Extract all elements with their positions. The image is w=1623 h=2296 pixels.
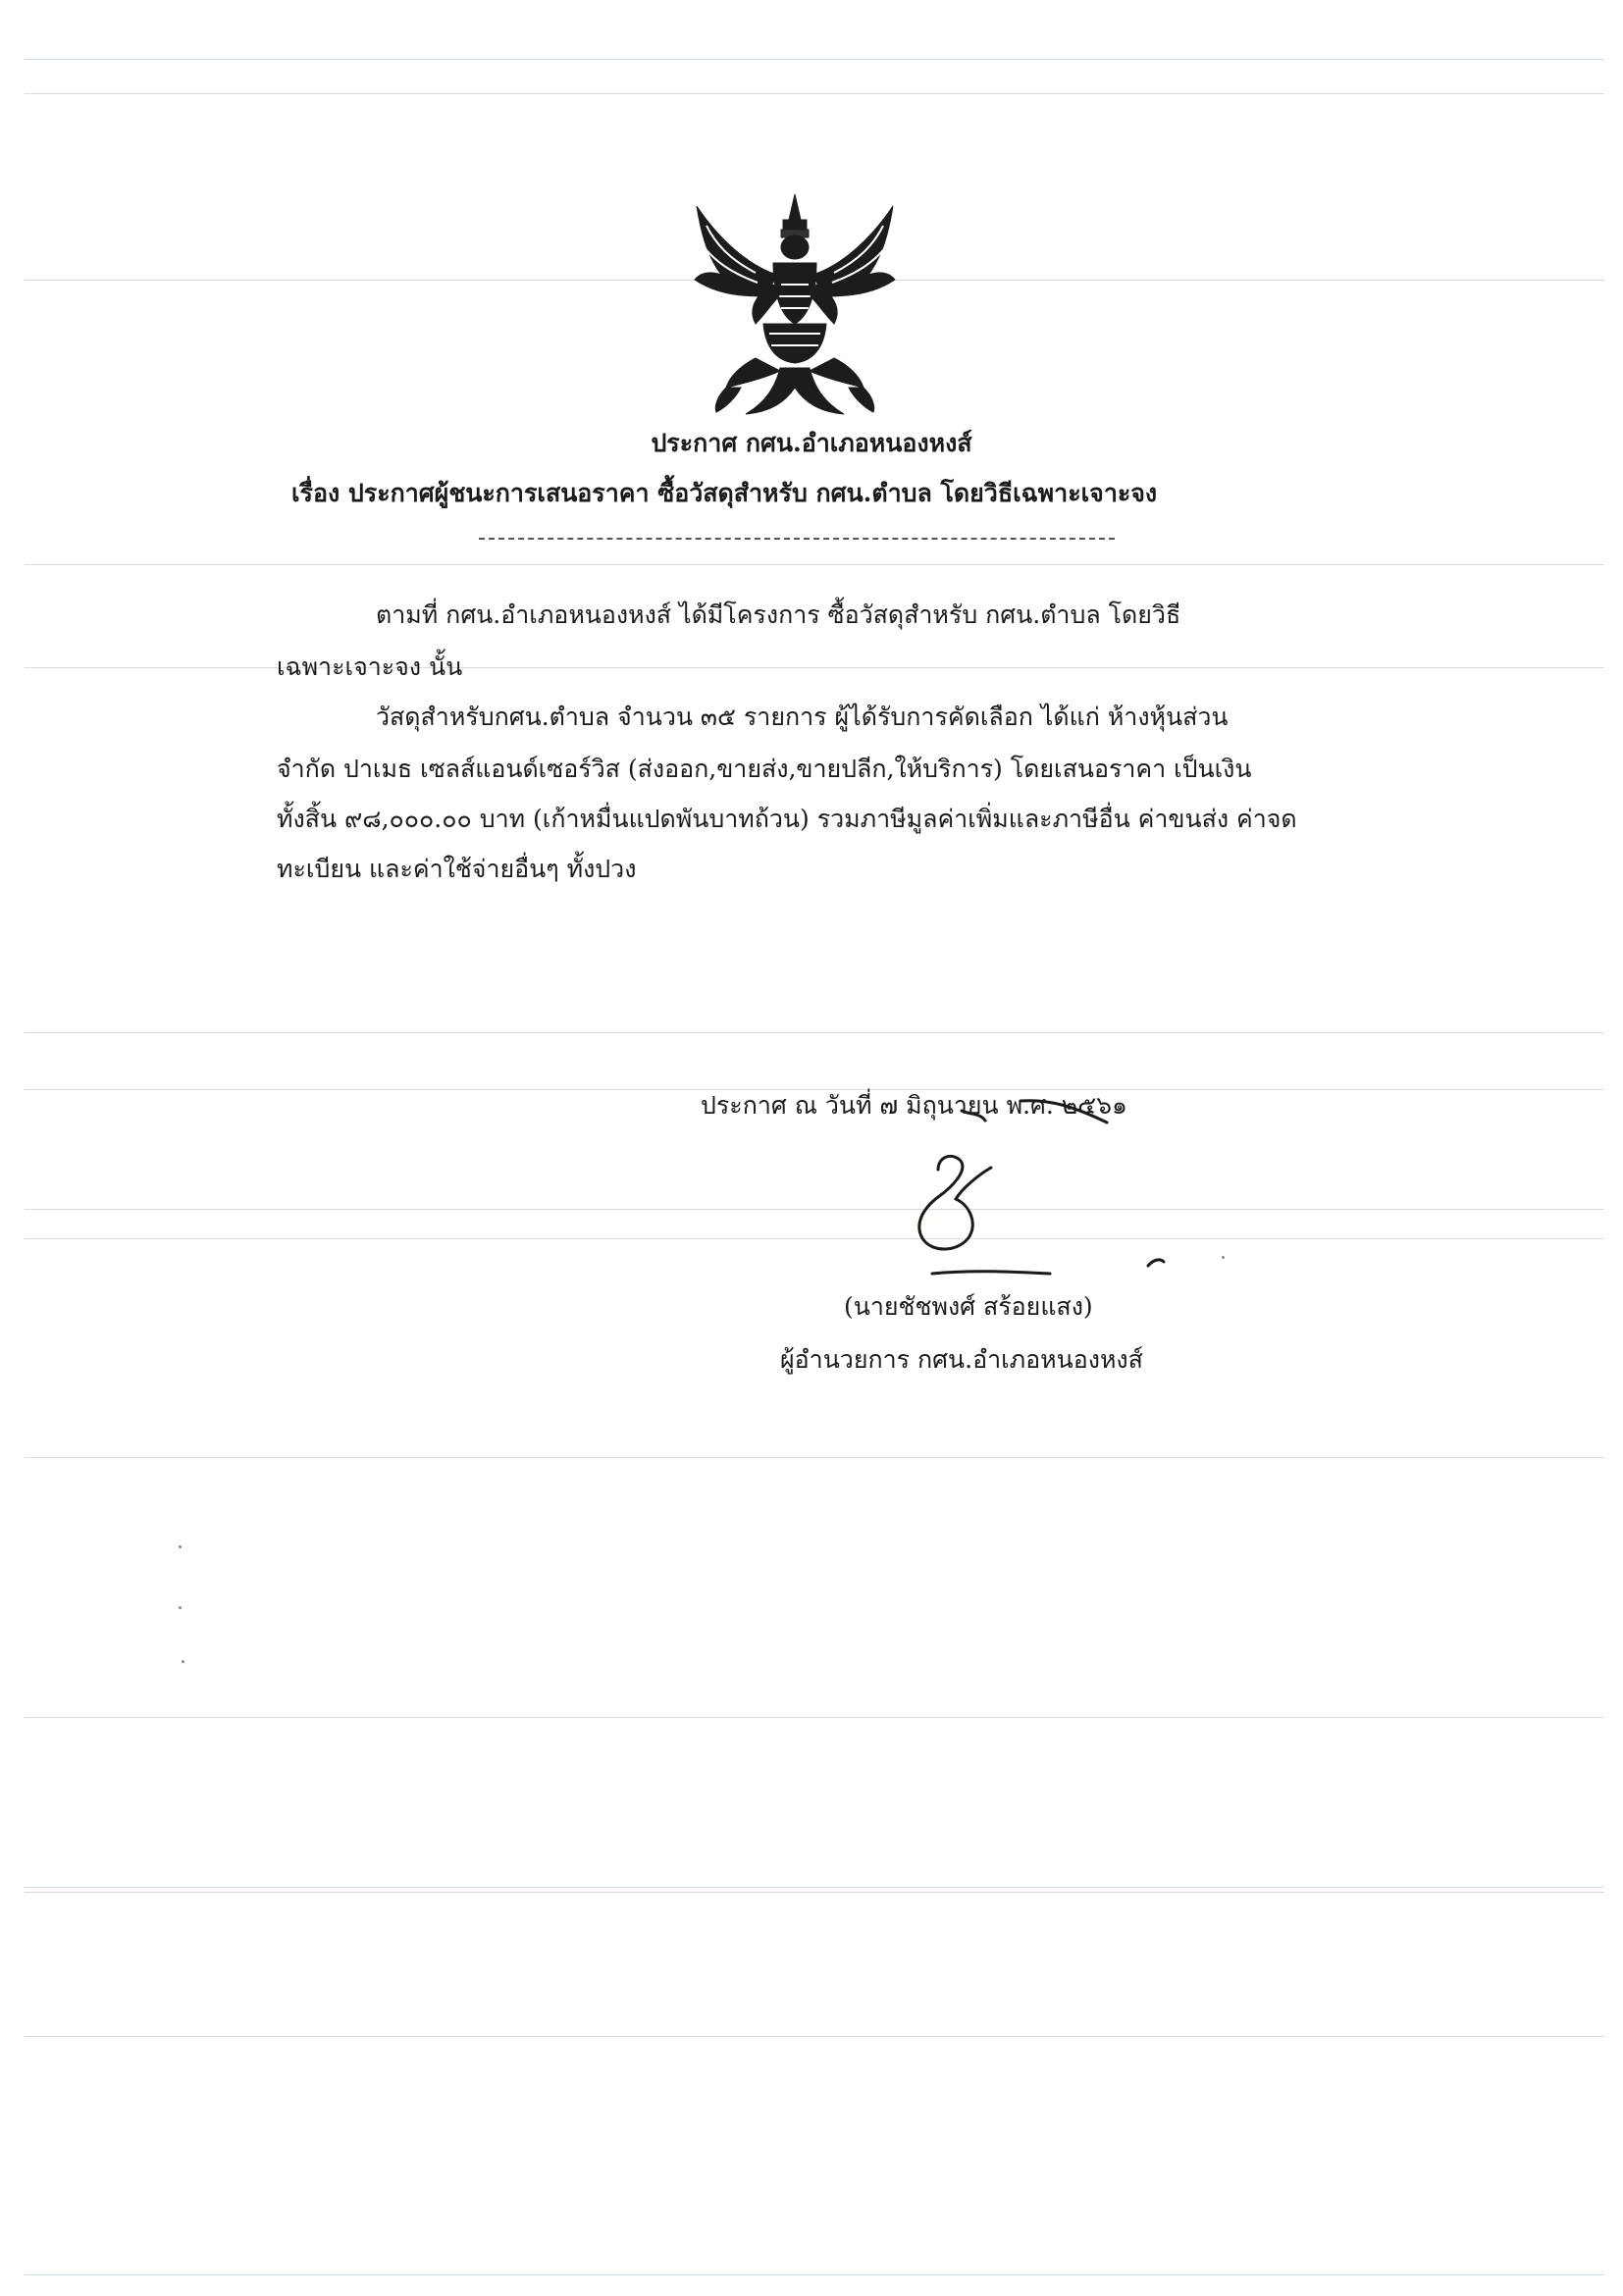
scan-line	[25, 2036, 1604, 2037]
announcement-title: ประกาศ กศน.อำเภอหนองหงส์	[651, 429, 972, 457]
scan-speck	[1222, 1256, 1225, 1259]
announcement-date: ประกาศ ณ วันที่ ๗ มิถุนายน พ.ศ. ๒๕๖๑	[701, 1091, 1127, 1120]
scan-line	[25, 564, 1604, 565]
scan-line	[25, 93, 1604, 94]
scan-speck	[182, 1660, 184, 1663]
scan-line	[25, 667, 1604, 668]
scan-line	[25, 1892, 1604, 1893]
subject-line: เรื่อง ประกาศผู้ชนะการเสนอราคา ซื้อวัสดุสำหรับ กศน.ตำบล โดยวิธีเฉพาะเจาะจง	[291, 479, 1158, 507]
garuda-emblem-icon	[687, 186, 903, 422]
scan-line	[25, 1717, 1604, 1718]
scan-speck	[179, 1606, 182, 1609]
body-line: วัสดุสำหรับกศน.ตำบล จำนวน ๓๕ รายการ ผู้ได้รับการคัดเลือก ได้แก่ ห้างหุ้นส่วน	[376, 703, 1229, 731]
scan-line	[25, 1887, 1604, 1888]
signer-name: (นายชัชพงศ์ สร้อยแสง)	[844, 1292, 1093, 1321]
body-line: ทั้งสิ้น ๙๘,๐๐๐.๐๐ บาท (เก้าหมื่นแปดพันบาทถ้วน) รวมภาษีมูลค่าเพิ่มและภาษีอื่น ค่าขนส่ง ค่าจด	[277, 805, 1297, 833]
scan-speck	[179, 1545, 182, 1548]
signer-title: ผู้อำนวยการ กศน.อำเภอหนองหงส์	[780, 1345, 1143, 1374]
handwritten-signature	[854, 1099, 1246, 1295]
scan-line	[25, 59, 1604, 60]
divider-line	[479, 538, 1115, 540]
body-line: เฉพาะเจาะจง นั้น	[277, 652, 463, 681]
scan-line	[25, 2274, 1604, 2275]
body-line: ตามที่ กศน.อำเภอหนองหงส์ ได้มีโครงการ ซื้อวัสดุสำหรับ กศน.ตำบล โดยวิธี	[376, 600, 1181, 629]
scan-line	[25, 1238, 1604, 1239]
body-line: จำกัด ปาเมธ เซลส์แอนด์เซอร์วิส (ส่งออก,ขายส่ง,ขายปลีก,ให้บริการ) โดยเสนอราคา เป็นเงิน	[277, 755, 1252, 783]
body-line: ทะเบียน และค่าใช้จ่ายอื่นๆ ทั้งปวง	[277, 855, 637, 883]
scan-line	[25, 1032, 1604, 1033]
scan-line	[25, 1209, 1604, 1210]
scan-line	[25, 1457, 1604, 1458]
